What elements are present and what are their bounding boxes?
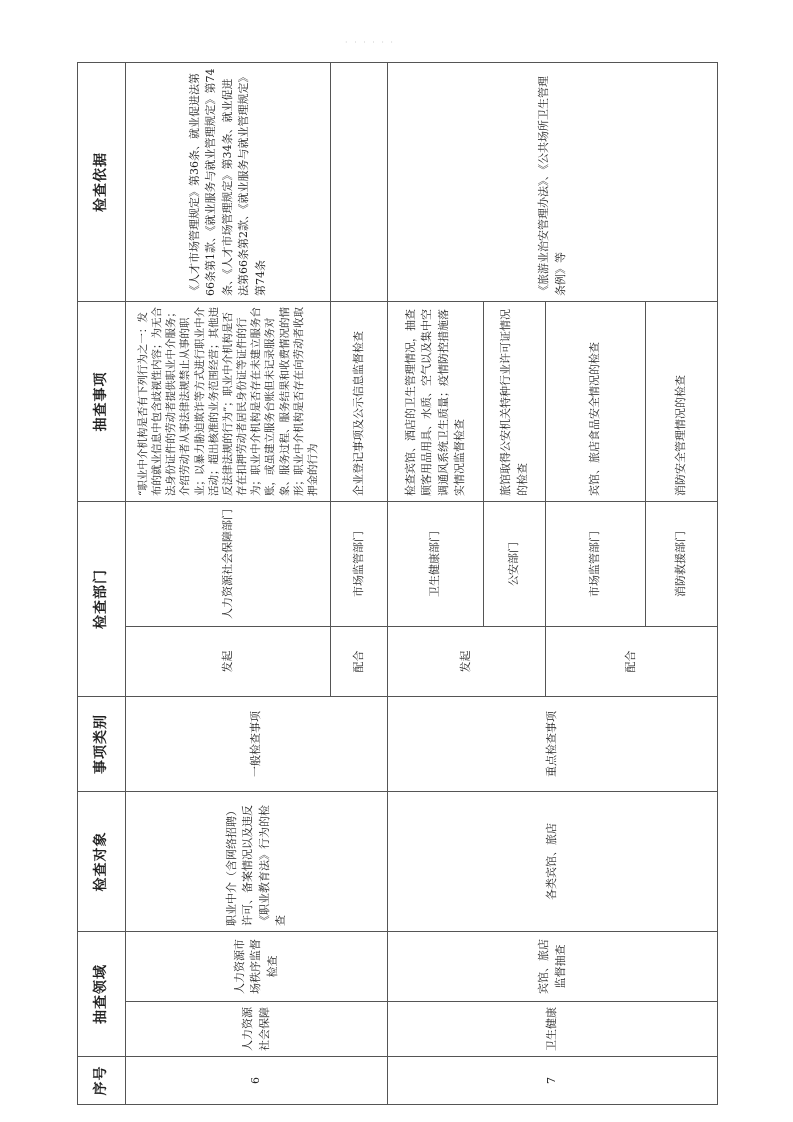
inspection-table: [77, 62, 718, 1105]
dept-cell: 公安部门: [484, 502, 546, 627]
target-cell: 职业中介（含网络招聘）许可、备案情况以及违反《职业教育法》行为的检查: [126, 792, 388, 932]
dept-cell: 市场监管部门: [546, 502, 646, 627]
table-row: [388, 63, 484, 1105]
header-seq: 序号: [78, 1057, 126, 1105]
item-cell: 旅馆取得公安机关特种行业许可证情况的检查: [484, 302, 546, 502]
category-cell: 一般检查事项: [126, 697, 388, 792]
item-cell: 检查宾馆、酒店的卫生管理情况，抽查顾客用品用具、水质、空气以及集中空调通风系统卫生质量；疫情防控措施落实情况监督检查: [388, 302, 484, 502]
category-cell: 重点检查事项: [388, 697, 718, 792]
header-basis: 检查依据: [78, 63, 126, 302]
seq-cell: 6: [126, 1057, 388, 1105]
header-dept: 检查部门: [78, 502, 126, 697]
basis-cell: 《人才市场管理规定》第36条、就业促进法第66条第1款、《就业服务与就业管理规定》第74条、《人才市场管理规定》第34条、就业促进法第66条第2款、《就业服务与就业管理规定》第74条: [126, 63, 331, 302]
item-cell: 宾馆、旅店食品安全情况的检查: [546, 302, 646, 502]
item-cell: “职业中介机构是否有下列行为之一：发布的就业信息中包含歧视性内容；为无合法身份证件的劳动者提供职业中介服务；介绍劳动者从事法律法规禁止从事的职业；以暴力胁迫欺诈等方式进行职业中介活动；超出核准的业务范围经营；其他违反法律法规的行为”；职业中介机构是否存在扣押劳动者居民身份证等证件的行为；职业中介机构是否存在未建立服务台账，或虽建立服务台账但未记录服务对象、服务过程、服务结果和收费情况的情形；职业中介机构是否存在向劳动者收取押金的行为: [126, 302, 331, 502]
table-row: [126, 63, 331, 1105]
seq-cell: 7: [388, 1057, 718, 1105]
header-item: 抽查事项: [78, 302, 126, 502]
basis-cell: 《旅游业治安管理办法》、《公共场所卫生管理条例》等: [388, 63, 718, 302]
header-domain: 抽查领域: [78, 932, 126, 1057]
item-cell: 消防安全管理情况的检查: [646, 302, 718, 502]
domain-major-cell: 卫生健康: [388, 1002, 718, 1057]
role-cell: 配合: [546, 627, 718, 697]
dept-cell: 市场监管部门: [331, 502, 388, 627]
role-cell: 配合: [331, 627, 388, 697]
domain-major-cell: 人力资源社会保障: [126, 1002, 388, 1057]
basis-cell: [331, 63, 388, 302]
header-category: 事项类别: [78, 697, 126, 792]
scan-artifact: · · · · · ·: [345, 38, 395, 47]
domain-minor-cell: 人力资源市场秩序监督检查: [126, 932, 388, 1002]
role-cell: 发起: [126, 627, 331, 697]
item-cell: 企业登记事项及公示信息监督检查: [331, 302, 388, 502]
header-row: [78, 63, 126, 1105]
dept-cell: 卫生健康部门: [388, 502, 484, 627]
dept-cell: 消防救援部门: [646, 502, 718, 627]
role-cell: 发起: [388, 627, 546, 697]
dept-cell: 人力资源社会保障部门: [126, 502, 331, 627]
target-cell: 各类宾馆、旅店: [388, 792, 718, 932]
header-target: 检查对象: [78, 792, 126, 932]
domain-minor-cell: 宾馆、旅店监督抽查: [388, 932, 718, 1002]
